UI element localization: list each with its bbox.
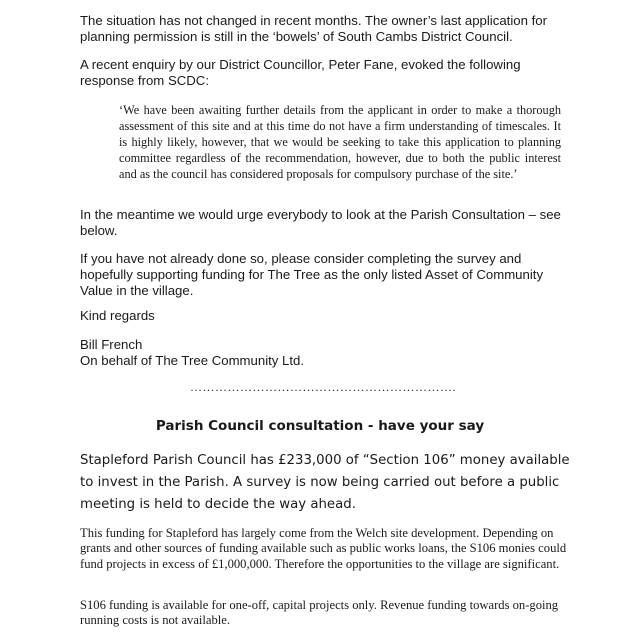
letter-closing: Kind regards <box>80 308 155 323</box>
letter-paragraph-situation: The situation has not changed in recent months. The owner’s last application for planning permission is still in the ‘bowels’ of South Cambs District Council. <box>80 13 547 44</box>
consultation-intro: Stapleford Parish Council has £233,000 of “Section 106” money available to invest in the Parish. A survey is now being carried out before a public meeting is held to decide the way ahead. <box>80 453 570 512</box>
letter-paragraph-survey: If you have not already done so, please consider completing the survey and hopefully supporting funding for The Tree as the only listed Asset of Community Value in the village. <box>80 251 544 298</box>
scdc-response-quote: ‘We have been awaiting further details from the applicant in order to make a thorough assessment of this site and at this time do not have a firm understanding of timescales. It is highly likely, however, that we would be seeking to take this application to planning committee regardless of the recommendation, however, due to both the public interest and as the council has considered proposals for compulsory purchase of the site.’ <box>119 103 561 181</box>
signer-name: Bill French <box>80 337 143 352</box>
consultation-heading: Parish Council consultation - have your say <box>155 418 485 434</box>
consultation-s106-paragraph: S106 funding is available for one-off, capital projects only. Revenue funding towards on-going running costs is not available. <box>80 598 559 628</box>
consultation-funding-paragraph: This funding for Stapleford has largely come from the Welch site development. Depending on grants and other sources of funding available such as public works loans, the S106 monies could fund projects in excess of £1,000,000. Therefore the opportunities to the village are significant. <box>80 526 567 571</box>
signer-organisation: On behalf of The Tree Community Ltd. <box>80 353 305 368</box>
letter-paragraph-urge: In the meantime we would urge everybody to look at the Parish Consultation – see below. <box>80 207 561 238</box>
letter-paragraph-enquiry: A recent enquiry by our District Councillor, Peter Fane, evoked the following response from SCDC: <box>80 57 521 88</box>
section-divider: ………………………………………………………. <box>190 380 456 394</box>
